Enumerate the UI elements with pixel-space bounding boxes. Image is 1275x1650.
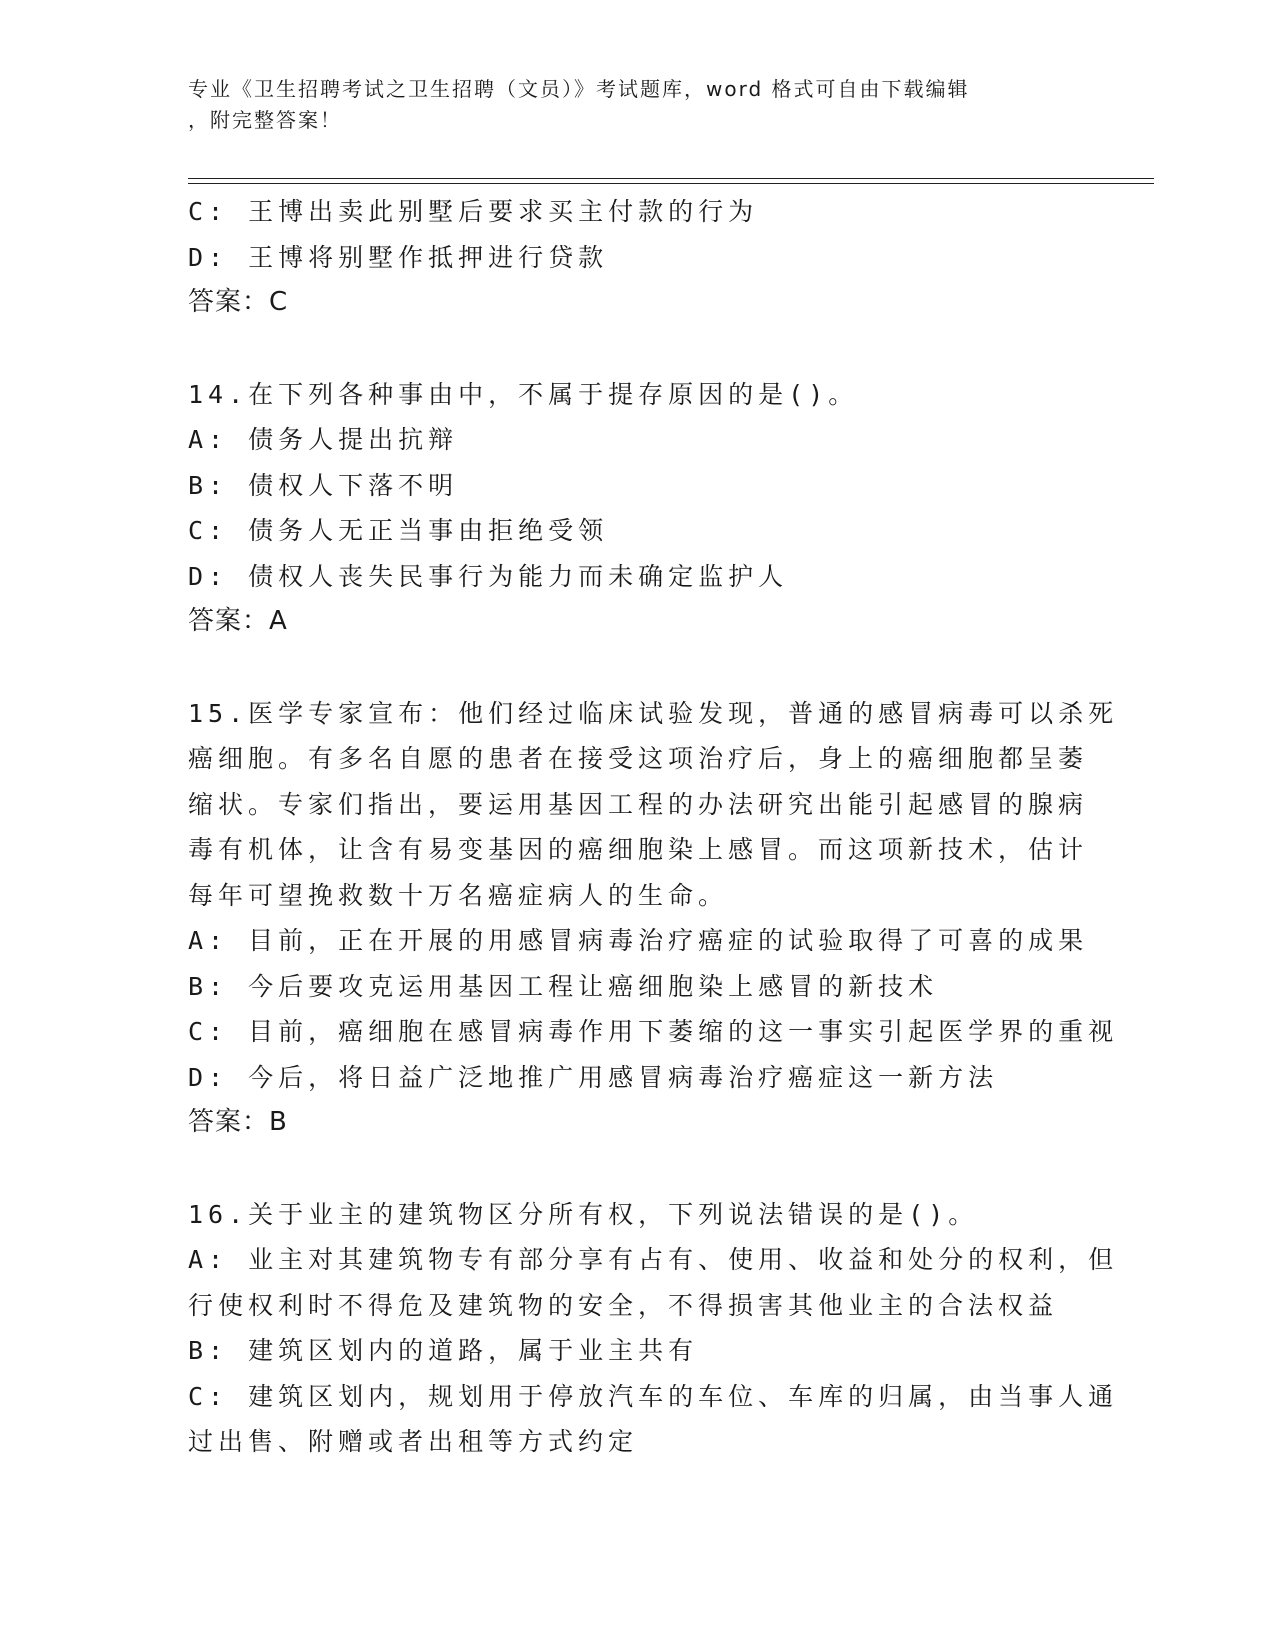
- q15-option-d: D: 今后，将日益广泛地推广用感冒病毒治疗癌症这一新方法: [188, 1062, 999, 1092]
- q14-answer: 答案：A: [188, 606, 288, 636]
- q14-option-c: C: 债务人无正当事由拒绝受领: [188, 516, 609, 545]
- header-line-2: ，附完整答案！: [188, 108, 342, 132]
- question-14: [188, 372, 1088, 645]
- q15-question-line: 缩状。专家们指出，要运用基因工程的办法研究出能引起感冒的腺病: [188, 789, 1089, 819]
- document-header: [188, 74, 1068, 136]
- spacer: [188, 326, 1088, 372]
- question-16: [188, 1192, 1119, 1465]
- q16-option-c-line: 过出售、附赠或者出租等方式约定: [188, 1427, 639, 1456]
- q15-question-line: 毒有机体，让含有易变基因的癌细胞染上感冒。而这项新技术，估计: [188, 835, 1089, 864]
- question-15: [188, 691, 1119, 1146]
- q16-option-b: B: 建筑区划内的道路，属于业主共有: [188, 1336, 699, 1365]
- q15-option-c: C: 目前，癌细胞在感冒病毒作用下萎缩的这一事实引起医学界的重视: [188, 1017, 1119, 1046]
- spacer: [188, 645, 1088, 691]
- q15-question-line: 每年可望挽救数十万名癌症病人的生命。: [188, 880, 729, 910]
- q14-question: 14.在下列各种事由中，不属于提存原因的是()。: [188, 379, 859, 409]
- exam-content: [188, 189, 1119, 1465]
- q13-option-c: C: 王博出卖此别墅后要求买主付款的行为: [188, 197, 759, 226]
- q16-option-c-line: C: 建筑区划内，规划用于停放汽车的车位、车库的归属，由当事人通: [188, 1381, 1119, 1411]
- q15-question-line: 15.医学专家宣布：他们经过临床试验发现，普通的感冒病毒可以杀死: [188, 698, 1119, 728]
- q15-option-a: A: 目前，正在开展的用感冒病毒治疗癌症的试验取得了可喜的成果: [188, 926, 1089, 955]
- q15-question-line: 癌细胞。有多名自愿的患者在接受这项治疗后，身上的癌细胞都呈萎: [188, 744, 1089, 773]
- header-divider-top: [188, 178, 1154, 179]
- q14-option-a: A: 债务人提出抗辩: [188, 425, 459, 454]
- question-13: [188, 189, 1088, 326]
- header-line-1: 专业《卫生招聘考试之卫生招聘（文员）》考试题库，word 格式可自由下载编辑: [188, 77, 970, 101]
- q13-answer: 答案：C: [188, 287, 289, 317]
- q15-answer: 答案：B: [188, 1107, 288, 1137]
- q15-option-b: B: 今后要攻克运用基因工程让癌细胞染上感冒的新技术: [188, 971, 939, 1001]
- header-divider-bottom: [188, 183, 1154, 184]
- q14-option-d: D: 债权人丧失民事行为能力而未确定监护人: [188, 561, 789, 591]
- q13-option-d: D: 王博将别墅作抵押进行贷款: [188, 242, 609, 272]
- q16-option-a-line: 行使权利时不得危及建筑物的安全，不得损害其他业主的合法权益: [188, 1290, 1059, 1320]
- q16-option-a-line: A: 业主对其建筑物专有部分享有占有、使用、收益和处分的权利，但: [188, 1245, 1119, 1274]
- spacer: [188, 1146, 1088, 1192]
- q16-question: 16.关于业主的建筑物区分所有权，下列说法错误的是()。: [188, 1199, 979, 1229]
- q14-option-b: B: 债权人下落不明: [188, 470, 459, 500]
